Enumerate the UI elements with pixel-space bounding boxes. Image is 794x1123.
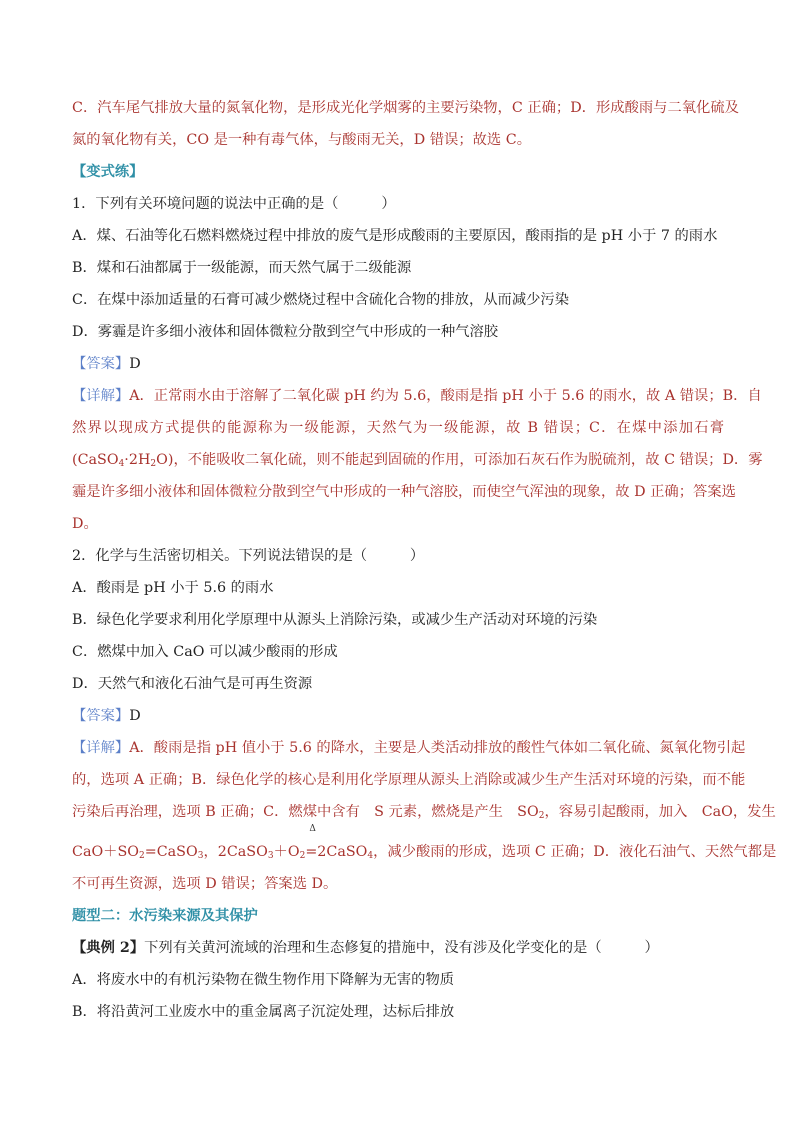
option-b: B．煤和石油都属于一级能源，而天然气属于二级能源 bbox=[72, 260, 412, 276]
solution-line: 氮的氧化物有关，CO 是一种有毒气体，与酸雨无关，D 错误；故选 C。 bbox=[72, 132, 532, 148]
detail-label: 【详解】 bbox=[72, 388, 130, 404]
example2-stem-line bbox=[72, 938, 724, 958]
answer-value: D bbox=[129, 356, 141, 372]
equation-line: $CaO+SO_2=CaSO_3$，$2CaSO_3+O_2$ Δ =2CaSO$_4$，减少酸雨的形成，选项 C 正确；D．液化石油气、天然气都是 bbox=[72, 824, 777, 861]
detail-line: 【详解】A．酸雨是指 pH 值小于 5.6 的降水，主要是人类活动排放的酸性气体如二氧化硫、氮氧化物引起 bbox=[72, 740, 746, 756]
detail-line: 的，选项 A 正确；B．绿色化学的核心是利用化学原理从源头上消除或减少生产生活对环境的污染，而不能 bbox=[72, 772, 746, 788]
option-b: B．将沿黄河工业废水中的重金属离子沉淀处理，达标后排放 bbox=[72, 1004, 455, 1020]
type2-heading: 题型二：水污染来源及其保护 bbox=[72, 908, 258, 924]
detail-block bbox=[72, 738, 777, 894]
answer-value: D bbox=[129, 708, 141, 724]
answer-label: 【答案】 bbox=[72, 708, 130, 724]
detail-line: 污染后再治理，选项 B 正确；C．燃煤中含有 S 元素，燃烧是产生 $SO_2$，容易引起酸雨，加入 CaO，发生 bbox=[72, 804, 776, 821]
detail-line: 不可再生资源，选项 D 错误；答案选 D。 bbox=[72, 876, 338, 892]
answer-label: 【答案】 bbox=[72, 356, 130, 372]
solution-line: C．汽车尾气排放大量的氮氧化物，是形成光化学烟雾的主要污染物，C 正确；D．形成酸雨与二氧化硫及 bbox=[72, 100, 739, 116]
answer-line bbox=[72, 706, 724, 726]
option-a: A．将废水中的有机污染物在微生物作用下降解为无害的物质 bbox=[72, 972, 455, 988]
heat-symbol: Δ bbox=[309, 824, 316, 834]
option-a: A．煤、石油等化石燃料燃烧过程中排放的废气是形成酸雨的主要原因，酸雨指的是 pH 小于 7 的雨水 bbox=[72, 228, 718, 244]
detail-line: 【详解】A．正常雨水由于溶解了二氧化碳 pH 约为 5.6，酸雨是指 pH 小于 5.6 的雨水，故 A 错误；B．自 bbox=[72, 388, 762, 404]
option-d: D．天然气和液化石油气是可再生资源 bbox=[72, 676, 313, 692]
detail-line: 然界以现成方式提供的能源称为一级能源，天然气为一级能源，故 B 错误；C．在煤中添加石膏 bbox=[72, 420, 724, 436]
detail-block bbox=[72, 386, 763, 534]
example1-solution-tail bbox=[72, 98, 739, 150]
option-b: B．绿色化学要求利用化学原理中从源头上消除污染，或减少生产活动对环境的污染 bbox=[72, 612, 598, 628]
question-2 bbox=[72, 546, 777, 894]
heat-arrow: Δ = bbox=[305, 824, 318, 860]
option-c: C．燃煤中加入 CaO 可以减少酸雨的形成 bbox=[72, 644, 338, 660]
example2-label: 【典例 2】 bbox=[72, 940, 145, 956]
document-page bbox=[72, 98, 777, 1034]
option-c: C．在煤中添加适量的石膏可减少燃烧过程中含硫化合物的排放，从而减少污染 bbox=[72, 292, 570, 308]
detail-line: $(CaSO_4\cdot 2H_2O)$，不能吸收二氧化硫，则不能起到固硫的作用，可添加石灰石作为脱硫剂，故 C 错误；D．雾 bbox=[72, 452, 763, 469]
question-stem: 1．下列有关环境问题的说法中正确的是（ ） bbox=[72, 196, 396, 212]
question-1 bbox=[72, 194, 763, 534]
detail-line: 霾是许多细小液体和固体微粒分散到空气中形成的一种气溶胶，而使空气浑浊的现象，故 D 正确；答案选 bbox=[72, 484, 736, 500]
example2-stem: 下列有关黄河流域的治理和生态修复的措施中，没有涉及化学变化的是（ ） bbox=[144, 940, 659, 956]
question-stem: 2．化学与生活密切相关。下列说法错误的是（ ） bbox=[72, 548, 425, 564]
variation-heading: 【变式练】 bbox=[72, 164, 144, 180]
answer-line bbox=[72, 354, 724, 374]
detail-label: 【详解】 bbox=[72, 740, 130, 756]
example-2 bbox=[72, 938, 724, 1022]
option-a: A．酸雨是 pH 小于 5.6 的雨水 bbox=[72, 580, 274, 596]
option-d: D．雾霾是许多细小液体和固体微粒分散到空气中形成的一种气溶胶 bbox=[72, 324, 499, 340]
detail-line: D。 bbox=[72, 516, 98, 532]
